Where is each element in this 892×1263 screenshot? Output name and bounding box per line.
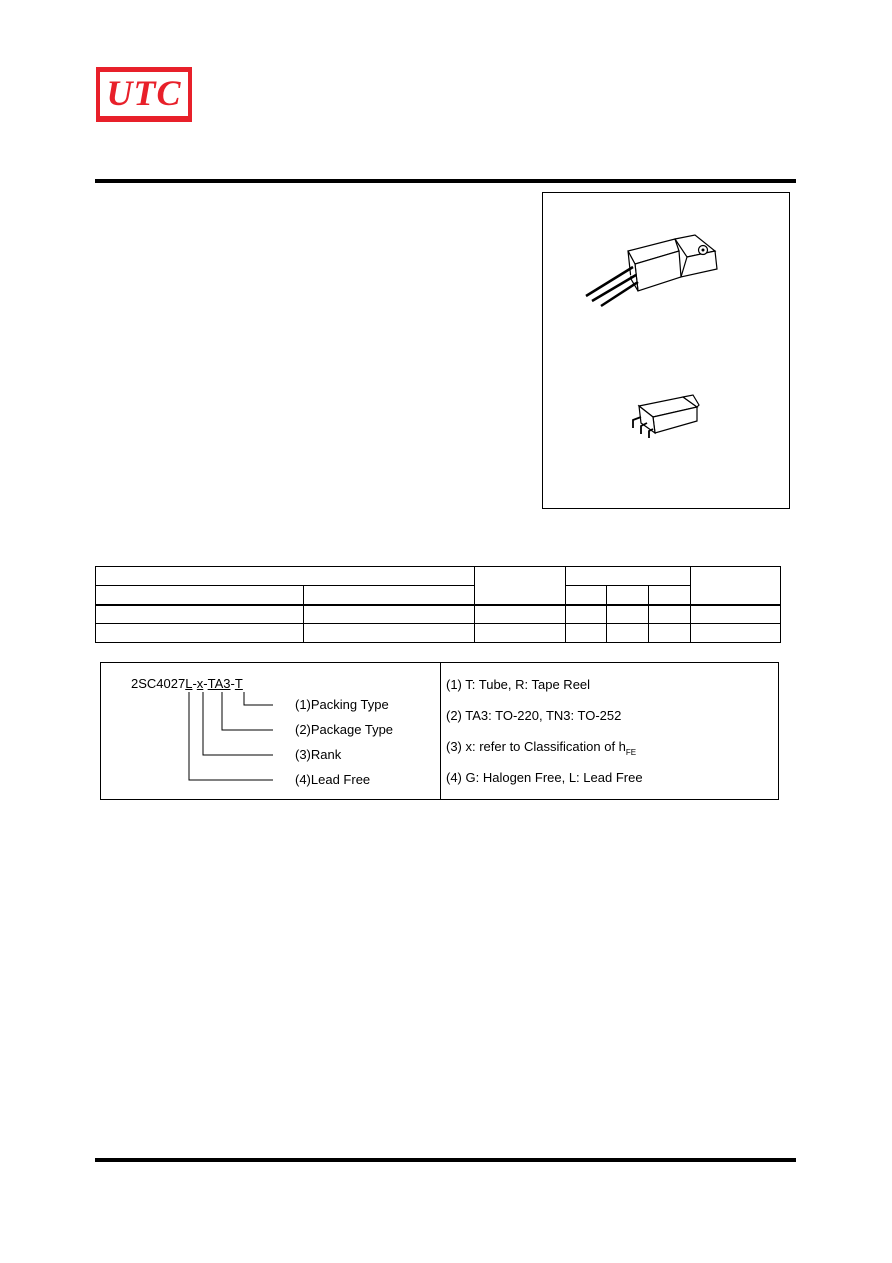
legend-lead-free: (4)Lead Free (295, 772, 371, 787)
footer-rule (95, 1158, 796, 1162)
part-rank-code: x (196, 676, 204, 691)
ordering-table (95, 566, 781, 643)
table-cell (691, 624, 781, 643)
table-cell (565, 605, 607, 624)
table-cell (691, 605, 781, 624)
logo-text: UTC (106, 73, 182, 113)
table-cell (96, 586, 304, 605)
table-cell (96, 567, 475, 586)
note-package: (2) TA3: TO-220, TN3: TO-252 (446, 708, 622, 723)
table-cell (304, 624, 475, 643)
to-252-package-image (633, 395, 699, 438)
table-cell (607, 605, 649, 624)
table-cell (304, 605, 475, 624)
table-cell (607, 624, 649, 643)
note-rank-text: (3) x: refer to Classification of h (446, 739, 626, 754)
part-separator: - (230, 676, 235, 691)
part-number-box (100, 662, 779, 800)
part-lead-code: L (185, 676, 193, 691)
to-220-package-image (586, 235, 717, 306)
table-cell (691, 567, 781, 605)
table-cell (304, 586, 475, 605)
legend-package-type: (2)Package Type (295, 722, 394, 737)
table-cell (474, 624, 565, 643)
table-cell (565, 624, 607, 643)
note-rank-subscript: FE (625, 748, 637, 757)
table-cell (565, 586, 607, 605)
header-rule (95, 179, 796, 183)
note-packing: (1) T: Tube, R: Tape Reel (446, 677, 591, 692)
legend-rank: (3)Rank (295, 747, 342, 762)
legend-packing-type: (1)Packing Type (295, 697, 389, 712)
table-cell (649, 605, 691, 624)
utc-logo (96, 67, 192, 122)
part-separator: - (203, 676, 208, 691)
table-cell (649, 586, 691, 605)
part-base: 2SC4027 (131, 676, 186, 691)
part-package-code: TA3 (207, 676, 231, 691)
note-rank (446, 739, 636, 757)
logo-frame (100, 72, 188, 116)
table-cell (96, 605, 304, 624)
table-cell (96, 624, 304, 643)
table-cell (565, 567, 691, 586)
part-packing-code: T (234, 676, 243, 691)
table-cell (649, 624, 691, 643)
table-cell (474, 605, 565, 624)
part-number-example (131, 676, 243, 692)
table-cell (474, 567, 565, 605)
note-lead: (4) G: Halogen Free, L: Lead Free (446, 770, 643, 785)
table-cell (607, 586, 649, 605)
package-illustration-box (542, 192, 790, 509)
column-divider (440, 663, 441, 799)
part-separator: - (192, 676, 197, 691)
